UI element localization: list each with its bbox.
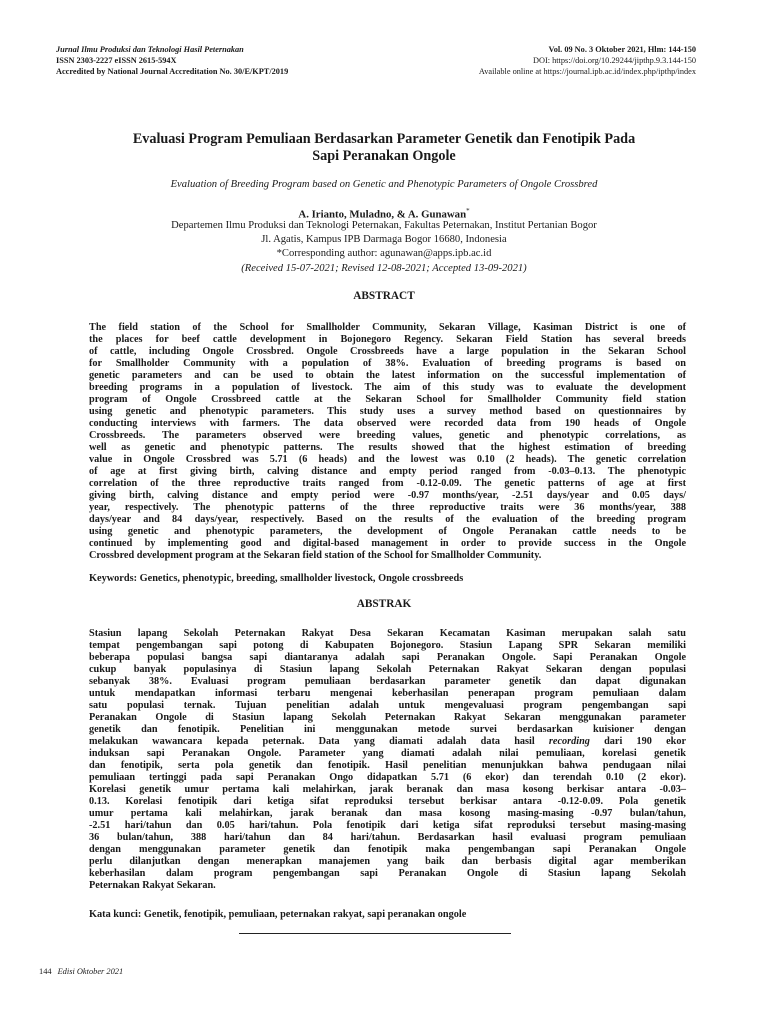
divider-line — [239, 933, 511, 934]
text-line: Korelasi genetik umur pertama kali melahirkan, jarak beranak dan masa kosong berkisar antara -0.03– — [89, 784, 686, 795]
text-line: well as genetic and phenotypic patterns. The results showed that the highest estimation of breeding — [89, 442, 686, 453]
text-line: keberhasilan dalam program pengembangan sapi Peranakan Ongole di Stasiun lapang Sekolah — [89, 868, 686, 879]
text-line: correlation of the three reproductive traits ranged from -0.12-0.09. The genetic patterns of age at first — [89, 478, 686, 489]
text-line: continued by implementing good and digital-based management in order to provide success in the Ongole — [89, 538, 686, 549]
text-line: untuk mendapatkan informasi terbaru mengenai keberhasilan penerapan program pemuliaan dalam — [89, 688, 686, 699]
submission-dates: (Received 15-07-2021; Revised 12-08-2021; Accepted 13-09-2021) — [241, 262, 527, 274]
text-segment: melakukan wawancara kepada peternak. Data yang diamati adalah data hasil — [89, 736, 535, 747]
text-line: value in Ongole Crossbred was 5.71 (6 heads) and the lowest was 0.10 (2 heads). The genetic correlation — [89, 454, 686, 465]
text-line: 0.13. Korelasi fenotipik dari ketiga sifat reproduksi tersebut berkisar antara -0.12-0.09. Pola genetik — [89, 796, 686, 807]
text-line: -2.51 hari/tahun dan 0.05 hari/tahun. Pola fenotipik dari ketiga sifat reproduksi tersebut masing-masing — [89, 820, 686, 831]
text-line: Peranakan Ongole di Stasiun lapang Sekolah Peternakan Rakyat Sekaran menggunakan parameter — [89, 712, 686, 723]
text-line: Crossbreeds. The parameters observed were breeding values, genetic and phenotypic correlations, as — [89, 430, 686, 441]
text-line: induksan sapi Peranakan Ongole. Parameter yang diamati adalah nilai pemuliaan, korelasi genetik — [89, 748, 686, 759]
text-line — [89, 736, 686, 748]
text-line: The field station of the School for Smallholder Community, Sekaran Village, Kasiman District is one of — [89, 322, 686, 333]
text-line: tempat pengembangan sapi potong di Kabupaten Bojonegoro. Stasiun Lapang SPR Sekaran memiliki — [89, 640, 686, 651]
text-line: the places for beef cattle development in Bojonegoro Regency. Sekaran Field Station has several breeds — [89, 334, 686, 345]
abstract-body — [89, 322, 686, 562]
text-line: satu populasi ternak. Tujuan penelitian adalah untuk mengevaluasi program pengembangan sapi — [89, 700, 686, 711]
text-line: cukup banyak populasinya di Stasiun lapang Sekolah Peternakan Rakyat Sekaran dengan populasi — [89, 664, 686, 675]
corresponding-author: *Corresponding author: agunawan@apps.ipb.ac.id — [276, 248, 492, 260]
text-line: giving birth, calving distance and empty period were -0.97 months/year, -2.51 days/year and 0.05 days/ — [89, 490, 686, 501]
text-line: 36 bulan/tahun, 388 hari/tahun dan 84 hari/tahun. Berdasarkan hasil evaluasi program pemuliaan — [89, 832, 686, 843]
journal-header-right — [479, 44, 696, 77]
available-online: Available online at https://journal.ipb.ac.id/index.php/ipthp/index — [478, 67, 696, 76]
text-line: using genetic and phenotypic parameters, the development of Ongole Peranakan cattle needs to be — [89, 526, 686, 537]
affiliation — [80, 219, 688, 276]
text-line: of age at first giving birth, calving distance and empty period ranged from -0.03–0.13. The phenotypic — [89, 466, 686, 477]
abstract-heading: ABSTRACT — [353, 290, 415, 302]
text-line: year, respectively. The phenotypic patterns of the three reproductive traits were 36 months/year, 388 — [89, 502, 686, 513]
text-line: breeding programs in a population of livestock. The aim of this study was to evaluate the development — [89, 382, 686, 393]
kata-kunci: Kata kunci: Genetik, fenotipik, pemuliaan, peternakan rakyat, sapi peranakan ongole — [89, 909, 467, 920]
recording-term: recording — [548, 736, 590, 747]
author-names: A. Irianto, Muladno, & A. Gunawan — [298, 208, 467, 221]
text-line: Crossbred development program at the Sekaran field station of the School for Smallholder Community. — [89, 550, 542, 561]
text-line: for Smallholder Community with a population of 38%. Evaluation of breeding programs is based on — [89, 358, 686, 369]
text-line: using genetic and phenotypic parameters. This study uses a survey method based on questionnaires by — [89, 406, 686, 417]
text-line: program of Ongole Crossbreed cattle at the Sekaran School for Smallholder Community field station — [89, 394, 686, 405]
text-line: dan fenotipik, serta pola genetik dan fenotipik. Hasil penelitian menunjukkan bahwa pendugaan nilai — [89, 760, 686, 771]
text-line: conducting interviews with farmers. The data observed were recorded data from 190 heads of Ongole — [89, 418, 686, 429]
title-line: Evaluasi Program Pemuliaan Berdasarkan Parameter Genetik dan Fenotipik Pada — [132, 131, 636, 147]
english-title: Evaluation of Breeding Program based on Genetic and Phenotypic Parameters of Ongole Crossbred — [170, 179, 598, 190]
text-line: perlu dilanjutkan dengan menerapkan manajemen yang baik dan berbasis digital agar memberikan — [89, 856, 686, 867]
volume-info: Vol. 09 No. 3 Oktober 2021, Hlm: 144-150 — [548, 45, 696, 54]
title-line: Sapi Peranakan Ongole — [312, 148, 456, 164]
text-line: Stasiun lapang Sekolah Peternakan Rakyat Desa Sekaran Kecamatan Kasiman merupakan salah satu — [89, 628, 686, 639]
page-footer — [39, 967, 123, 976]
text-line: of cattle, including Ongole Crossbred. Ongole Crossbreeds have a large population in the Sekaran School — [89, 346, 686, 357]
text-line: dengan menggunakan parameter genetik dan fenotipik maka pengembangan sapi Peranakan Ongole — [89, 844, 686, 855]
accreditation: Accredited by National Journal Accreditation No. 30/E/KPT/2019 — [56, 67, 289, 76]
page-number: 144 — [39, 967, 52, 976]
abstrak-body — [89, 628, 686, 892]
corresponding-mark: * — [466, 207, 470, 215]
keywords: Keywords: Genetics, phenotypic, breeding, smallholder livestock, Ongole crossbreeds — [89, 573, 464, 584]
text-line: genetic parameters and can be used to obtain the latest information on the successful implementation of — [89, 370, 686, 381]
doi: DOI: https://doi.org/10.29244/jipthp.9.3.144-150 — [532, 56, 696, 65]
abstrak-heading: ABSTRAK — [356, 598, 412, 610]
text-line: umur pertama kali melahirkan, jarak beranak dan masa kosong masing-masing -0.97 bulan/tahun, — [89, 808, 686, 819]
text-line: beberapa populasi bangsa sapi diantaranya adalah sapi Peranakan Ongole. Sapi Peranakan Ongole — [89, 652, 686, 663]
text-line: days/year and 84 days/year, respectively. Based on the results of the evaluation of the breeding program — [89, 514, 686, 525]
department: Departemen Ilmu Produksi dan Teknologi Peternakan, Fakultas Peternakan, Institut Pertanian Bogor — [171, 220, 597, 231]
journal-header-left — [56, 44, 288, 77]
text-line: pemuliaan tertinggi pada sapi Peranakan Ongo didapatkan 5.71 (6 ekor) dan terendah 0.10 (2 ekor). — [89, 772, 686, 783]
paper-title — [90, 131, 678, 165]
text-line: Peternakan Rakyat Sekaran. — [89, 880, 216, 891]
journal-name: Jurnal Ilmu Produksi dan Teknologi Hasil Peternakan — [56, 45, 244, 54]
edition: Edisi Oktober 2021 — [57, 967, 124, 976]
address: Jl. Agatis, Kampus IPB Darmaga Bogor 16680, Indonesia — [261, 234, 507, 246]
text-segment: dari 190 ekor — [589, 736, 686, 747]
text-line: genetik dan fenotipik. Penelitian ini menggunakan metode survei berdasarkan kuisioner dengan — [89, 724, 686, 735]
issn: ISSN 2303-2227 eISSN 2615-594X — [56, 56, 177, 65]
text-line: sebanyak 38%. Evaluasi program pemuliaan berdasarkan parameter genetik dan dapat digunakan — [89, 676, 686, 687]
